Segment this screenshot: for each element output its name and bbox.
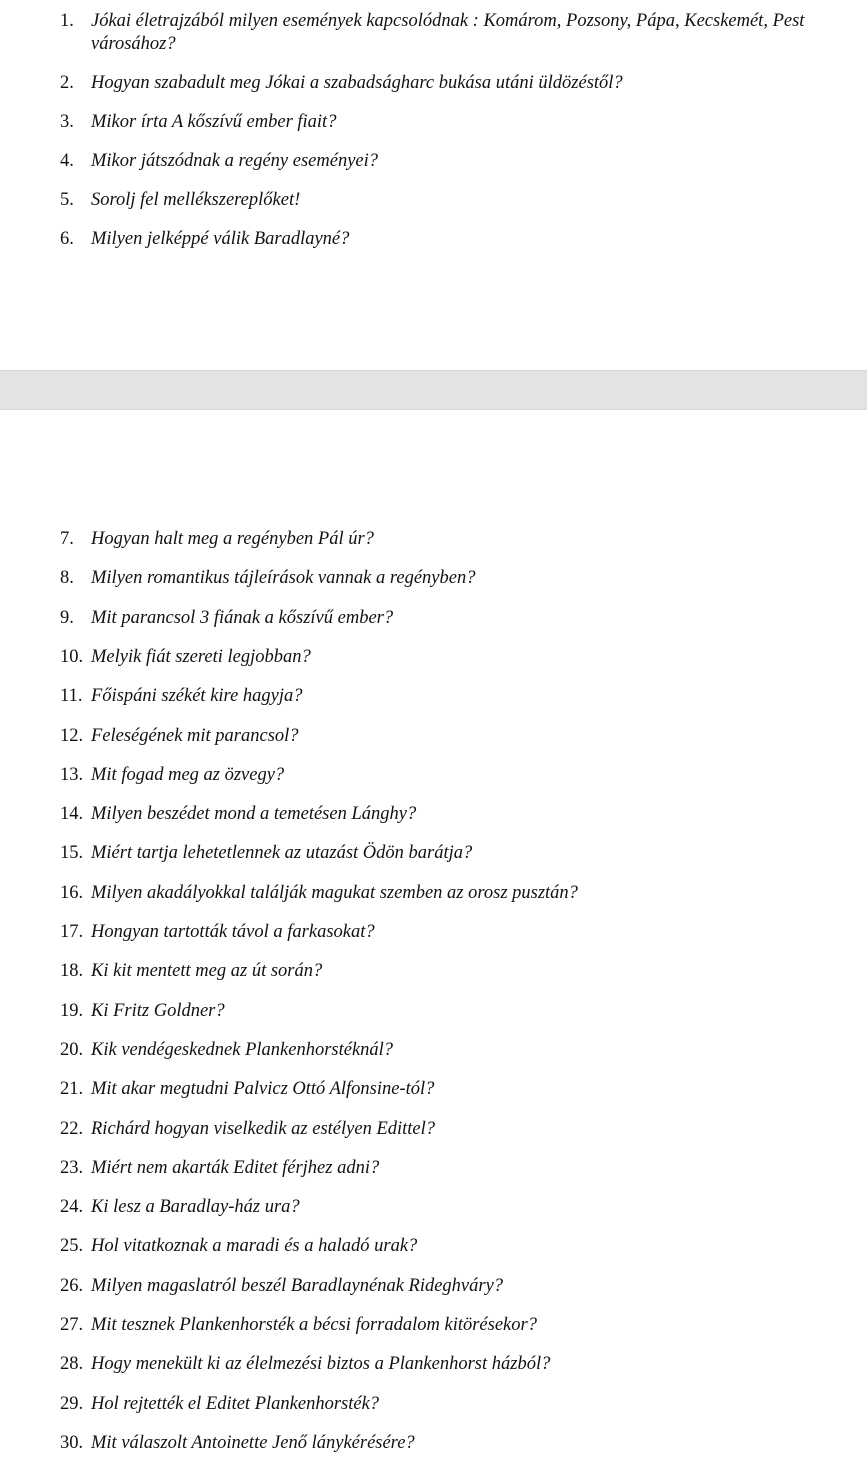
question-text: Hogy menekült ki az élelmezési biztos a Plankenhorst házból? bbox=[91, 1354, 551, 1375]
question-item bbox=[60, 1353, 820, 1376]
question-text: Ki Fritz Goldner? bbox=[91, 1000, 225, 1021]
question-number: 3. bbox=[60, 112, 74, 132]
question-item bbox=[60, 882, 820, 905]
question-item bbox=[60, 1314, 820, 1337]
question-text: Milyen jelképpé válik Baradlayné? bbox=[91, 229, 350, 249]
question-number: 19. bbox=[60, 1000, 84, 1021]
question-text: Milyen beszédet mond a temetésen Lánghy? bbox=[91, 804, 417, 825]
question-number: 18. bbox=[60, 961, 84, 982]
question-item bbox=[60, 646, 820, 669]
question-text: Mit válaszolt Antoinette Jenő lánykérésére? bbox=[91, 1432, 415, 1453]
question-number: 1. bbox=[60, 11, 74, 31]
question-item bbox=[60, 921, 820, 944]
question-text: Ki kit mentett meg az út során? bbox=[91, 961, 323, 982]
question-text: Milyen magaslatról beszél Baradlaynénak Rideghváry? bbox=[91, 1275, 504, 1296]
question-number: 24. bbox=[60, 1197, 84, 1218]
question-text: Melyik fiát szereti legjobban? bbox=[91, 646, 311, 667]
question-number: 9. bbox=[60, 607, 74, 628]
question-item bbox=[60, 72, 820, 95]
question-text: Milyen akadályokkal találják magukat szemben az orosz pusztán? bbox=[91, 882, 578, 903]
question-item bbox=[60, 1000, 820, 1023]
question-number: 14. bbox=[60, 804, 84, 825]
question-item bbox=[60, 1078, 820, 1101]
question-text: Miért nem akarták Editet férjhez adni? bbox=[91, 1157, 380, 1178]
question-text: Hogyan halt meg a regényben Pál úr? bbox=[91, 529, 374, 549]
question-number: 25. bbox=[60, 1236, 84, 1257]
question-item bbox=[60, 150, 820, 173]
question-item bbox=[60, 842, 820, 865]
question-item bbox=[60, 567, 820, 590]
question-item bbox=[60, 1157, 820, 1180]
question-number: 30. bbox=[60, 1432, 84, 1453]
question-text: Hol rejtették el Editet Plankenhorsték? bbox=[91, 1393, 380, 1414]
question-number: 26. bbox=[60, 1275, 84, 1296]
question-number: 21. bbox=[60, 1079, 84, 1100]
question-number: 5. bbox=[60, 190, 74, 210]
question-item bbox=[60, 1196, 820, 1219]
question-number: 27. bbox=[60, 1315, 84, 1335]
question-item bbox=[60, 1275, 820, 1298]
question-text: Kik vendégeskednek Plankenhorstéknál? bbox=[91, 1039, 394, 1060]
question-item bbox=[60, 1118, 820, 1141]
question-item bbox=[60, 725, 820, 748]
question-text: Mit parancsol 3 fiának a kőszívű ember? bbox=[91, 607, 394, 628]
question-item bbox=[60, 528, 820, 551]
question-text: Richárd hogyan viselkedik az estélyen Edittel? bbox=[91, 1118, 436, 1139]
question-number: 12. bbox=[60, 725, 84, 746]
question-item bbox=[60, 1039, 820, 1062]
question-item bbox=[60, 111, 820, 134]
document-page-2 bbox=[0, 410, 867, 1478]
question-item bbox=[60, 803, 820, 826]
question-number: 6. bbox=[60, 229, 74, 249]
question-item bbox=[60, 607, 820, 630]
question-text: Főispáni székét kire hagyja? bbox=[91, 686, 303, 707]
question-item bbox=[60, 1235, 820, 1258]
question-item bbox=[60, 685, 820, 708]
question-number: 22. bbox=[60, 1118, 84, 1139]
question-text: Mikor írta A kőszívű ember fiait? bbox=[91, 112, 337, 132]
question-number: 2. bbox=[60, 73, 74, 93]
question-text: Hogyan szabadult meg Jókai a szabadságharc bukása utáni üldözéstől? bbox=[91, 73, 623, 93]
question-text: Hol vitatkoznak a maradi és a haladó urak? bbox=[91, 1236, 418, 1257]
question-item bbox=[60, 189, 820, 212]
question-item bbox=[60, 1393, 820, 1416]
question-text: Mit fogad meg az özvegy? bbox=[91, 764, 285, 785]
question-text: Sorolj fel mellékszereplőket! bbox=[91, 190, 301, 210]
question-item bbox=[60, 1432, 820, 1455]
question-text: Jókai életrajzából milyen események kapcsolódnak : Komárom, Pozsony, Pápa, Kecskemét, Pest városához? bbox=[91, 11, 805, 54]
question-text: Feleségének mit parancsol? bbox=[91, 725, 299, 746]
question-number: 28. bbox=[60, 1354, 84, 1375]
question-number: 29. bbox=[60, 1393, 84, 1414]
question-number: 11. bbox=[60, 686, 83, 707]
question-text: Ki lesz a Baradlay-ház ura? bbox=[91, 1197, 300, 1218]
question-number: 8. bbox=[60, 568, 74, 589]
question-number: 7. bbox=[60, 529, 74, 549]
question-number: 10. bbox=[60, 646, 84, 667]
question-number: 23. bbox=[60, 1157, 84, 1178]
question-number: 17. bbox=[60, 922, 84, 942]
document-page-1 bbox=[0, 0, 867, 370]
question-text: Mit tesznek Plankenhorsték a bécsi forradalom kitörésekor? bbox=[91, 1315, 537, 1335]
question-number: 13. bbox=[60, 764, 84, 785]
question-number: 4. bbox=[60, 151, 74, 171]
question-number: 20. bbox=[60, 1039, 84, 1060]
question-text: Mit akar megtudni Palvicz Ottó Alfonsine-tól? bbox=[91, 1079, 435, 1100]
page-break-gap bbox=[0, 370, 867, 410]
question-text: Hongyan tartották távol a farkasokat? bbox=[91, 922, 375, 942]
question-item bbox=[60, 228, 820, 251]
question-item bbox=[60, 10, 820, 56]
question-text: Milyen romantikus tájleírások vannak a regényben? bbox=[91, 568, 476, 589]
question-number: 15. bbox=[60, 843, 84, 864]
question-item bbox=[60, 764, 820, 787]
question-text: Mikor játszódnak a regény eseményei? bbox=[91, 151, 379, 171]
question-text: Miért tartja lehetetlennek az utazást Ödön barátja? bbox=[91, 843, 473, 864]
question-number: 16. bbox=[60, 882, 84, 903]
question-item bbox=[60, 960, 820, 983]
